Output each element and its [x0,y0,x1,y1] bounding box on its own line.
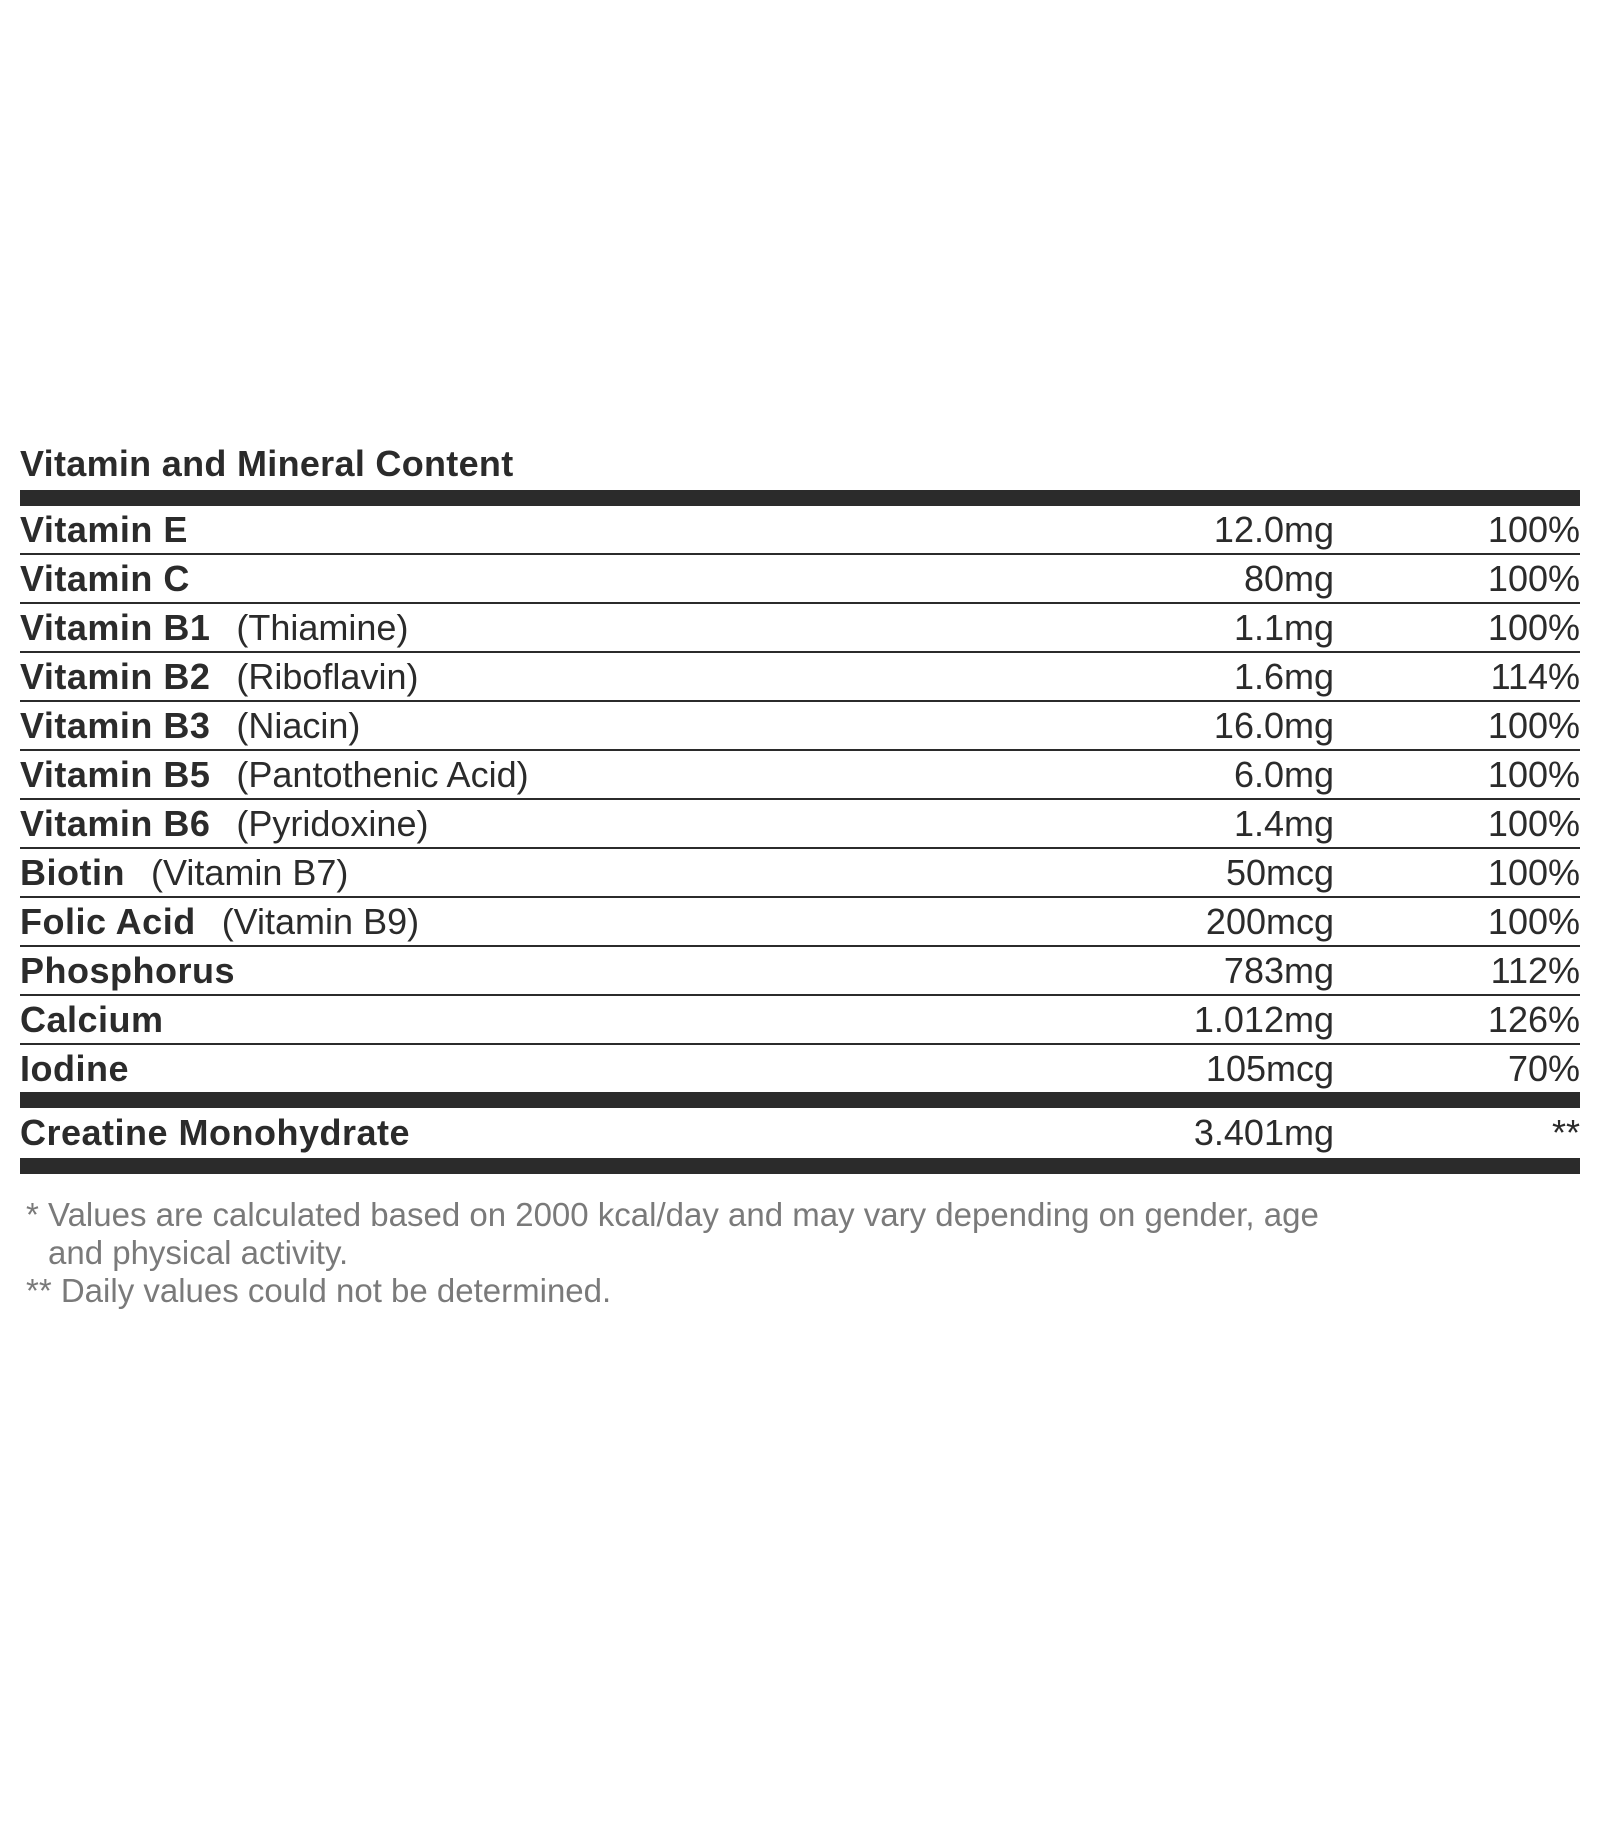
daily-value-percent: 100% [1487,606,1580,648]
table-row [20,555,1580,604]
bottom-thick-rule [20,1158,1580,1174]
nutrient-name: Vitamin B1 [20,606,211,648]
nutrient-alt-name: (Riboflavin) [236,655,419,697]
nutrient-alt-name: (Pantothenic Acid) [236,753,529,795]
nutrient-amount: 1.6mg [1233,655,1334,697]
table-row [20,947,1580,996]
nutrient-name-cell [20,950,1020,992]
nutrient-alt-name: (Vitamin B9) [221,900,420,942]
nutrient-name: Creatine Monohydrate [20,1112,411,1153]
footnote-daily-value-basis: * Values are calculated based on 2000 kcal/day and may vary depending on gender, age [26,1196,1319,1233]
daily-value-percent: 126% [1487,998,1580,1040]
nutrient-name-cell [20,509,1020,551]
nutrient-amount: 80mg [1243,557,1334,599]
table-row [20,898,1580,947]
nutrient-amount: 783mg [1223,949,1334,991]
nutrient-name-cell [20,1112,1020,1154]
nutrient-name-cell [20,1048,1020,1090]
nutrient-name-cell [20,754,1020,796]
daily-value-percent: 100% [1487,557,1580,599]
table-row [20,506,1580,555]
nutrient-alt-name: (Pyridoxine) [236,802,429,844]
table-row [20,653,1580,702]
nutrient-alt-name: (Niacin) [236,704,361,746]
nutrient-name: Vitamin E [20,508,188,550]
nutrient-amount: 50mcg [1225,851,1334,893]
panel-title: Vitamin and Mineral Content [20,443,514,484]
nutrient-name: Iodine [20,1047,129,1089]
vitamin-mineral-table [20,506,1580,1092]
nutrient-name-cell [20,705,1020,747]
footnote-undetermined: ** Daily values could not be determined. [26,1272,612,1309]
nutrient-amount: 1.1mg [1233,606,1334,648]
nutrient-name: Vitamin B2 [20,655,211,697]
daily-value-percent: 100% [1487,851,1580,893]
table-row [20,996,1580,1045]
daily-value-percent: 100% [1487,802,1580,844]
mid-thick-rule [20,1092,1580,1108]
daily-value-percent: 70% [1507,1047,1580,1089]
nutrient-name: Folic Acid [20,900,196,942]
nutrition-panel [20,442,1580,1310]
footnotes [20,1196,1580,1310]
nutrient-amount: 200mcg [1205,900,1334,942]
table-row [20,751,1580,800]
nutrient-name: Vitamin B6 [20,802,211,844]
nutrient-amount: 3.401mg [1193,1112,1334,1153]
nutrient-amount: 12.0mg [1213,508,1334,550]
nutrient-alt-name: (Vitamin B7) [150,851,349,893]
nutrient-name-cell [20,803,1020,845]
daily-value-percent: 112% [1490,949,1580,991]
nutrient-name: Calcium [20,998,164,1040]
nutrient-name-cell [20,852,1020,894]
table-row [20,800,1580,849]
nutrient-name: Vitamin B3 [20,704,211,746]
daily-value-percent: 114% [1490,655,1580,697]
nutrient-name-cell [20,656,1020,698]
table-row [20,604,1580,653]
nutrient-amount: 1.012mg [1193,998,1334,1040]
nutrient-name: Vitamin B5 [20,753,211,795]
nutrient-name-cell [20,901,1020,943]
daily-value-percent: 100% [1487,508,1580,550]
nutrient-alt-name: (Thiamine) [236,606,409,648]
nutrient-name: Phosphorus [20,949,236,991]
nutrient-amount: 16.0mg [1213,704,1334,746]
nutrient-name-cell [20,558,1020,600]
nutrient-amount: 1.4mg [1233,802,1334,844]
nutrient-name-cell [20,607,1020,649]
footnote-daily-value-basis-continued: and physical activity. [48,1234,349,1271]
nutrient-amount: 105mcg [1205,1047,1334,1089]
top-thick-rule [20,490,1580,506]
creatine-row [20,1108,1580,1158]
daily-value-percent: 100% [1487,753,1580,795]
table-row [20,1045,1580,1092]
nutrient-name: Biotin [20,851,125,893]
daily-value-percent: ** [1551,1112,1580,1153]
daily-value-percent: 100% [1487,704,1580,746]
daily-value-percent: 100% [1487,900,1580,942]
nutrient-name-cell [20,999,1020,1041]
table-row [20,849,1580,898]
nutrient-amount: 6.0mg [1233,753,1334,795]
nutrient-name: Vitamin C [20,557,190,599]
table-row [20,702,1580,751]
